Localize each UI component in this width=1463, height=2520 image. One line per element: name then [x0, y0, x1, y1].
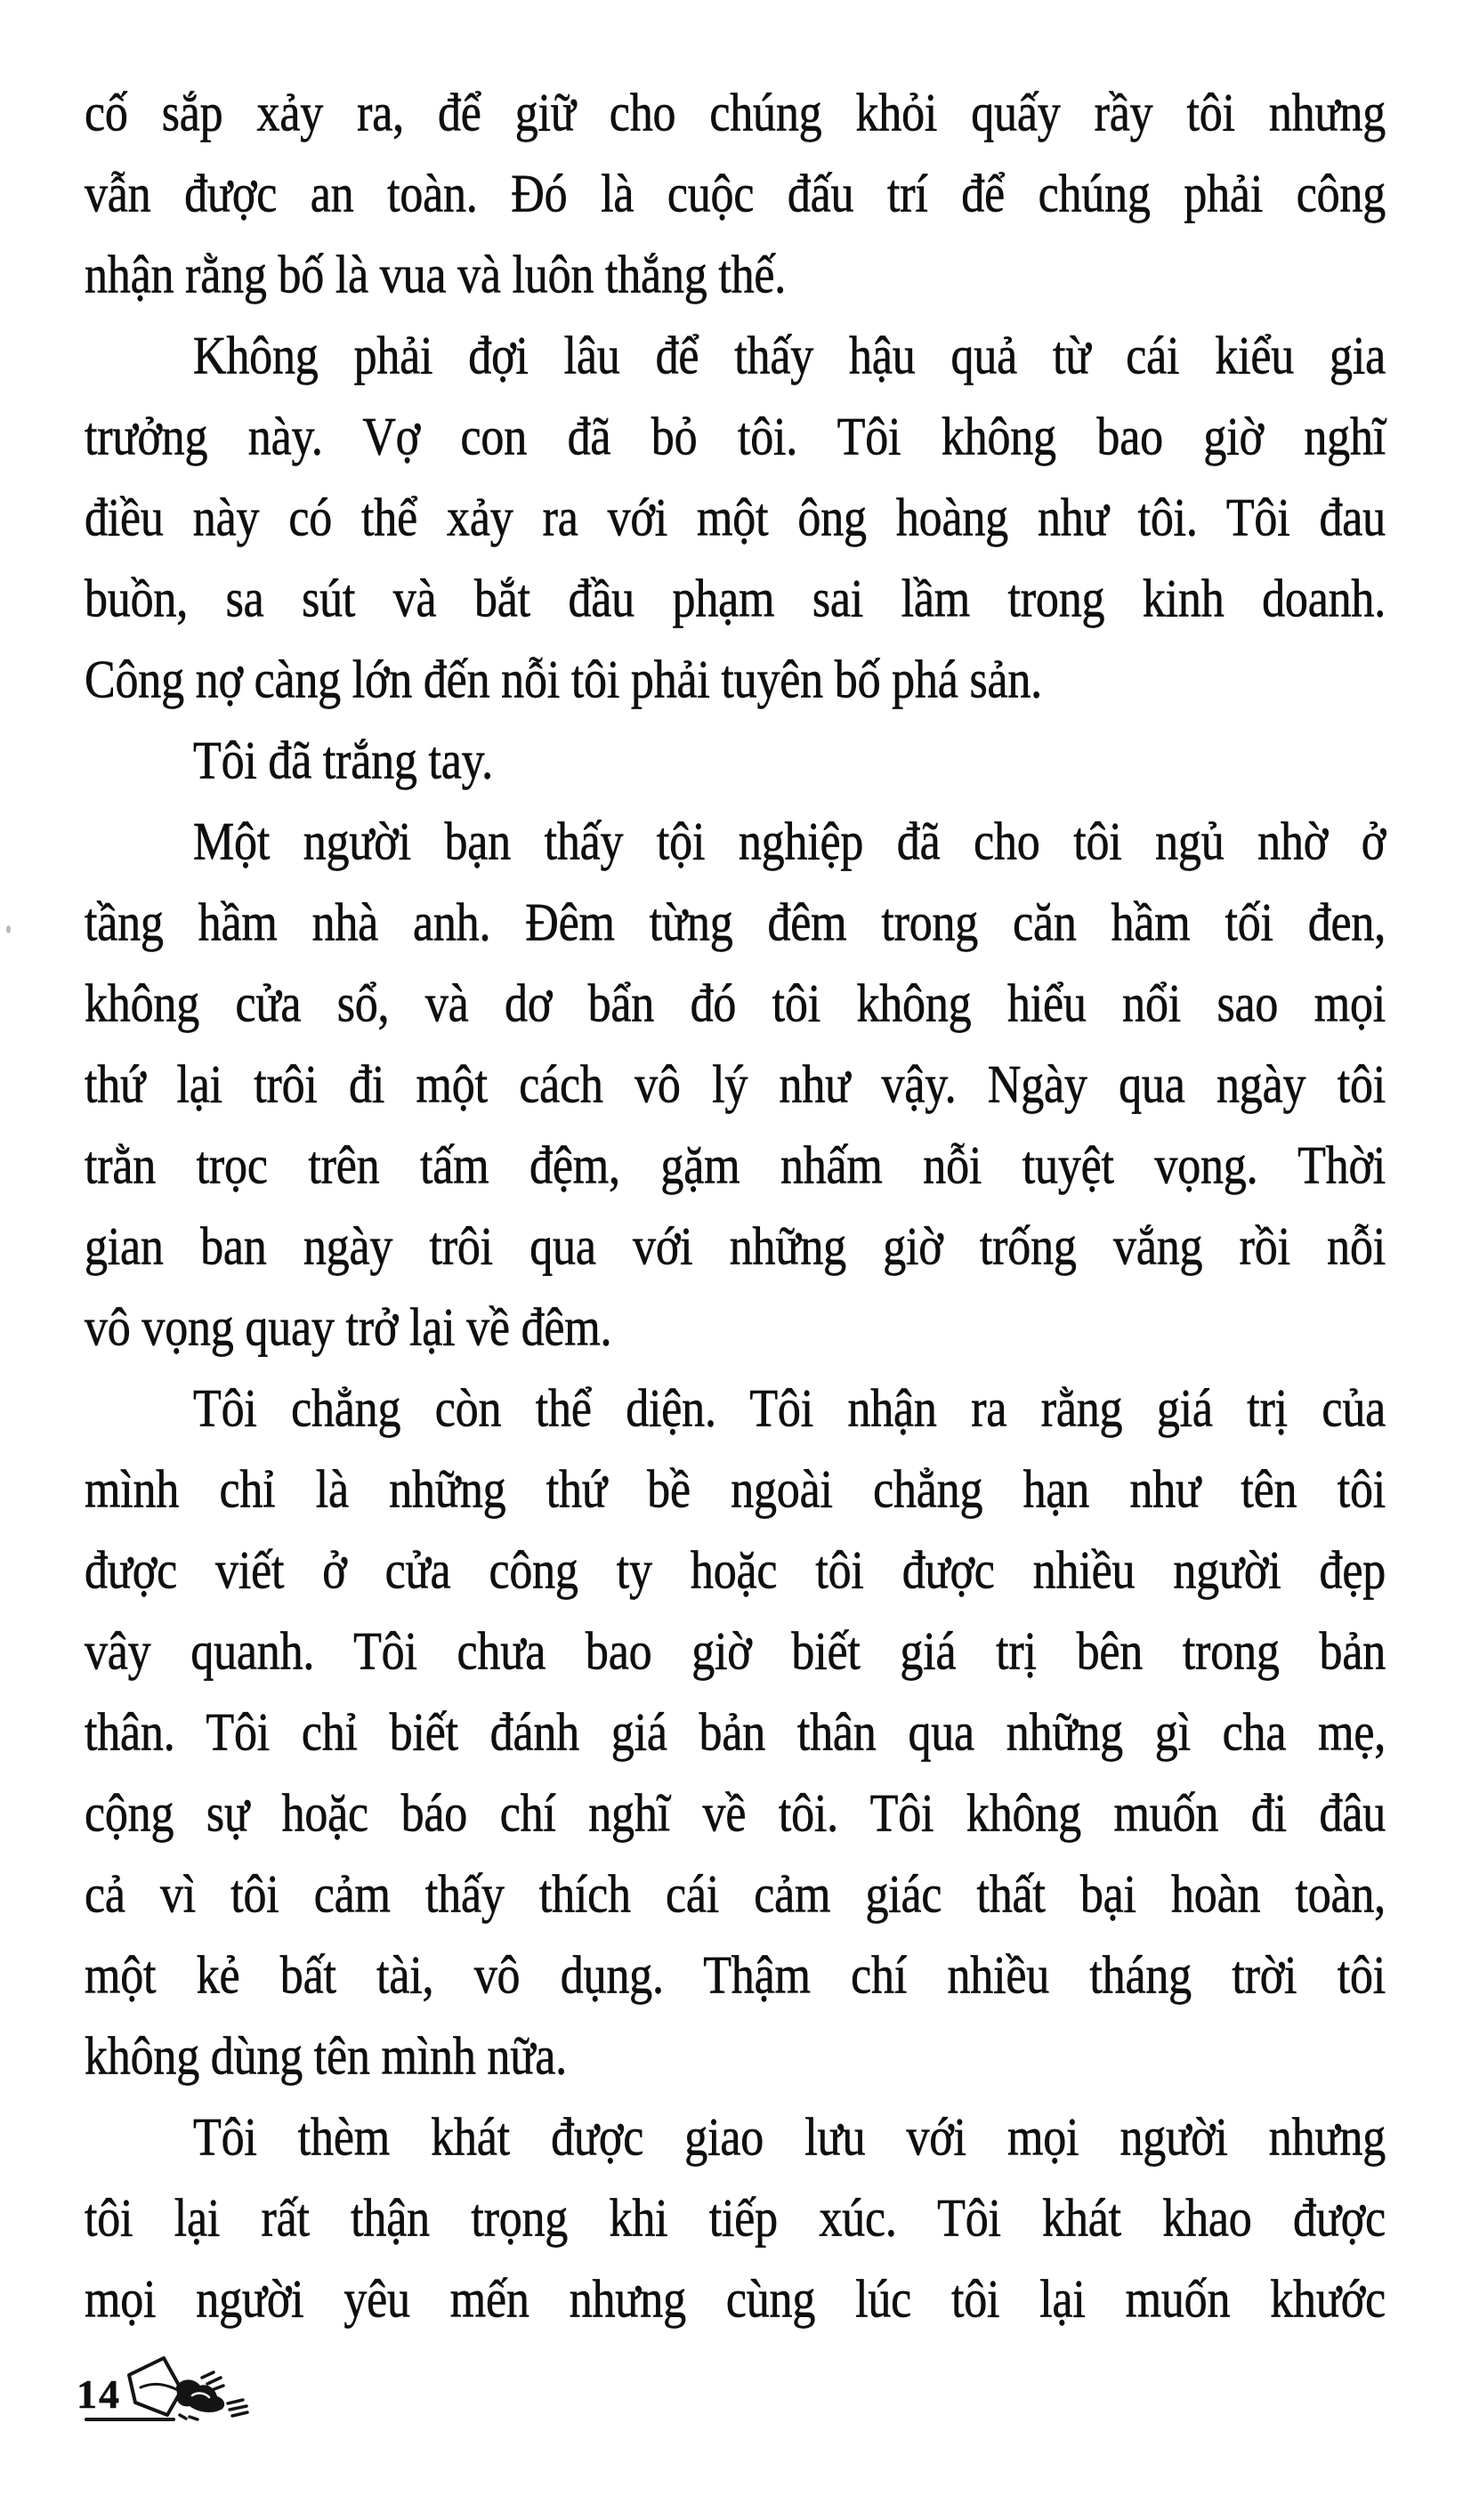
text-line: vẫn được an toàn. Đó là cuộc đấu trí để chúng phải công [85, 165, 1386, 224]
text-line: cộng sự hoặc báo chí nghĩ về tôi. Tôi không muốn đi đâu [85, 1784, 1386, 1844]
text-line: vô vọng quay trở lại về đêm. [85, 1298, 612, 1358]
text-line: thứ lại trôi đi một cách vô lý như vậy. Ngày qua ngày tôi [85, 1055, 1386, 1115]
text-line: tầng hầm nhà anh. Đêm từng đêm trong căn hầm tối đen, [85, 893, 1386, 953]
text-line: cả vì tôi cảm thấy thích cái cảm giác thất bại hoàn toàn, [85, 1865, 1386, 1925]
text-line: nhận rằng bố là vua và luôn thắng thế. [85, 246, 787, 305]
text-line: vây quanh. Tôi chưa bao giờ biết giá trị bên trong bản [85, 1622, 1386, 1682]
scan-speck [6, 925, 11, 933]
text-line: được viết ở cửa công ty hoặc tôi được nhiều người đẹp [85, 1541, 1386, 1601]
text-line: không dùng tên mình nữa. [85, 2027, 567, 2087]
text-line: cố sắp xảy ra, để giữ cho chúng khỏi quấy rầy tôi nhưng [85, 84, 1386, 143]
text-line: một kẻ bất tài, vô dụng. Thậm chí nhiều tháng trời tôi [85, 1946, 1386, 2006]
text-line: không cửa sổ, và dơ bẩn đó tôi không hiểu nổi sao mọi [85, 974, 1386, 1034]
page-footer [0, 2349, 445, 2456]
text-line: mình chỉ là những thứ bề ngoài chẳng hạn như tên tôi [85, 1460, 1386, 1520]
bird-sketch-icon [121, 2351, 262, 2433]
text-line: Tôi thèm khát được giao lưu với mọi người nhưng [193, 2108, 1386, 2168]
text-line: thân. Tôi chỉ biết đánh giá bản thân qua những gì cha mẹ, [85, 1703, 1386, 1763]
text-line: buồn, sa sút và bắt đầu phạm sai lầm trong kinh doanh. [85, 569, 1386, 629]
text-line: Tôi chẳng còn thể diện. Tôi nhận ra rằng giá trị của [193, 1379, 1386, 1439]
text-line: trằn trọc trên tấm đệm, gặm nhấm nỗi tuyệt vọng. Thời [85, 1136, 1386, 1196]
text-line: Không phải đợi lâu để thấy hậu quả từ cái kiểu gia [193, 327, 1386, 386]
text-line: Một người bạn thấy tội nghiệp đã cho tôi ngủ nhờ ở [193, 812, 1386, 872]
text-line: gian ban ngày trôi qua với những giờ trống vắng rồi nỗi [85, 1217, 1386, 1277]
text-line: trưởng này. Vợ con đã bỏ tôi. Tôi không bao giờ nghĩ [85, 408, 1386, 467]
text-line: Công nợ càng lớn đến nỗi tôi phải tuyên bố phá sản. [85, 650, 1042, 710]
text-line: điều này có thể xảy ra với một ông hoàng như tôi. Tôi đau [85, 489, 1386, 548]
text-line: Tôi đã trắng tay. [193, 731, 493, 791]
body-text [85, 73, 1386, 2340]
text-line: tôi lại rất thận trọng khi tiếp xúc. Tôi khát khao được [85, 2189, 1386, 2249]
page-number: 14 [77, 2371, 121, 2417]
text-line: mọi người yêu mến nhưng cùng lúc tôi lại muốn khước [85, 2270, 1386, 2330]
